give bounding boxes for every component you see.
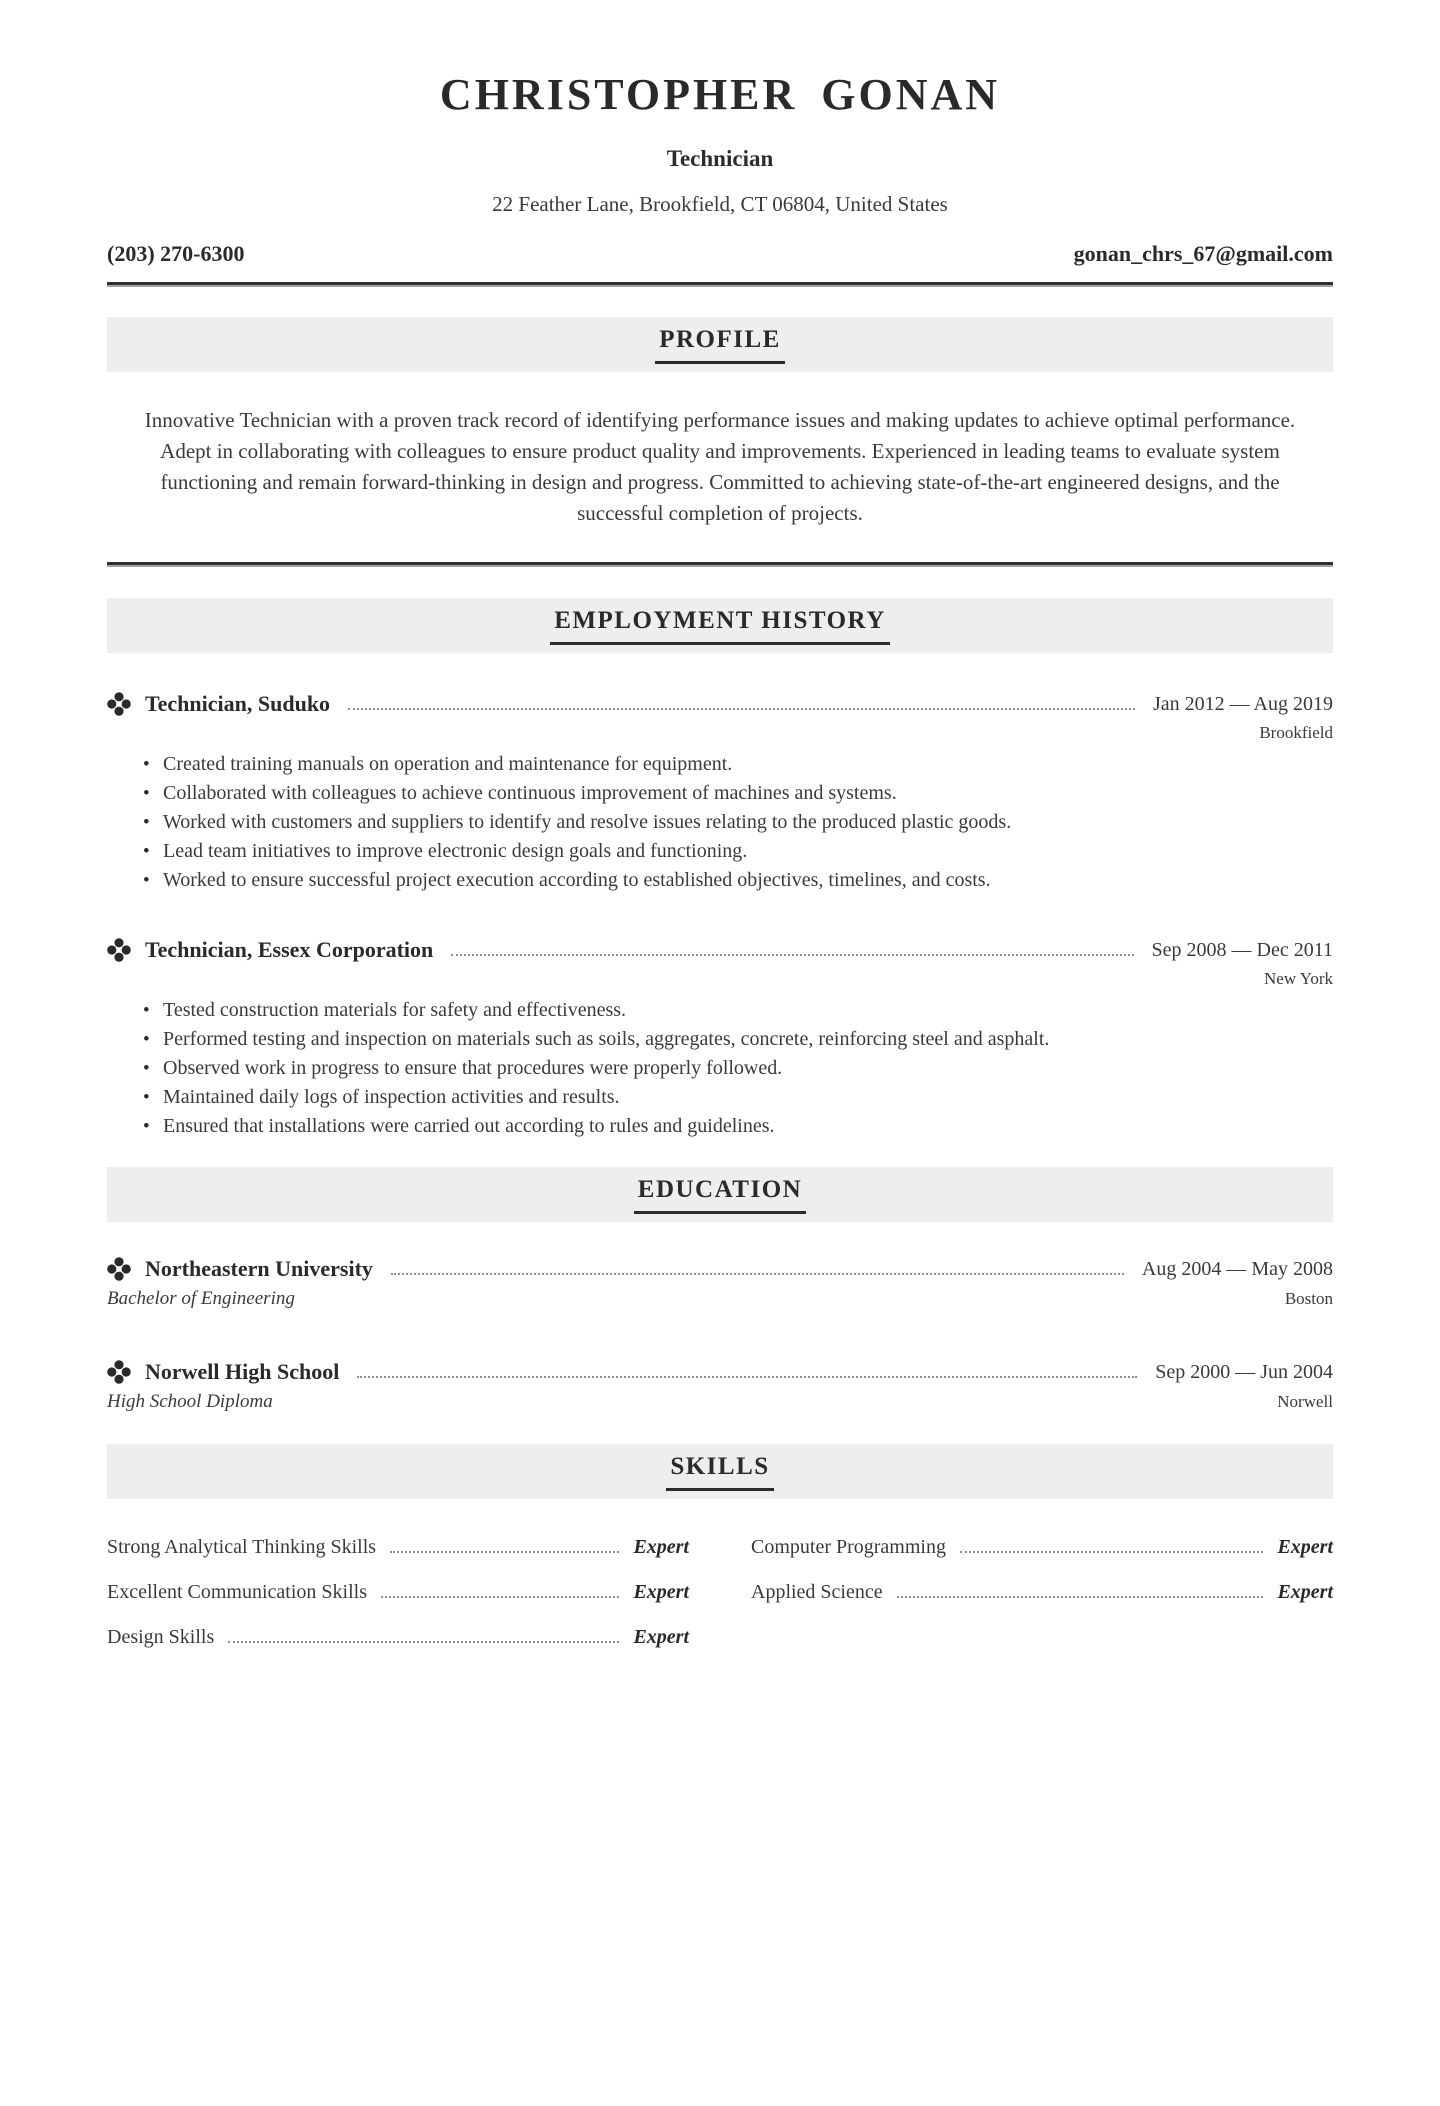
entry-location: Boston bbox=[1284, 1289, 1333, 1308]
education-section-header bbox=[107, 1167, 1333, 1222]
skill-name: Excellent Communication Skills bbox=[107, 1580, 367, 1603]
entry-header bbox=[107, 937, 1333, 963]
skill-row bbox=[107, 1623, 689, 1651]
skills-section-title: SKILLS bbox=[666, 1453, 773, 1491]
phone-number: (203) 270-6300 bbox=[107, 241, 245, 266]
entry-degree: High School Diploma bbox=[107, 1391, 273, 1412]
dotted-leader bbox=[897, 1596, 1264, 1598]
entry-location: Brookfield bbox=[1259, 723, 1333, 742]
bullet-item: • Ensured that installations were carried out according to rules and guidelines. bbox=[107, 1112, 1333, 1141]
resume-entry bbox=[107, 1256, 1333, 1311]
skill-level: Expert bbox=[633, 1625, 689, 1648]
entry-header bbox=[107, 691, 1333, 717]
bullet-item: • Maintained daily logs of inspection activities and results. bbox=[107, 1083, 1333, 1112]
dotted-leader bbox=[381, 1596, 619, 1598]
profile-section bbox=[107, 317, 1333, 567]
skill-level: Expert bbox=[1277, 1535, 1333, 1558]
resume-header bbox=[107, 70, 1333, 287]
entry-meta bbox=[107, 722, 1333, 744]
entry-meta bbox=[107, 968, 1333, 990]
profile-divider bbox=[107, 562, 1333, 567]
entry-bullets bbox=[107, 750, 1333, 895]
entry-bullets bbox=[107, 996, 1333, 1141]
entry-meta bbox=[107, 1287, 1333, 1311]
skill-row bbox=[751, 1578, 1333, 1606]
entry-meta bbox=[107, 1390, 1333, 1414]
resume-entry bbox=[107, 691, 1333, 895]
skill-row bbox=[107, 1533, 689, 1561]
entry-location: Norwell bbox=[1277, 1392, 1333, 1411]
entry-dates: Sep 2008 — Dec 2011 bbox=[1151, 938, 1333, 961]
education-section-title: EDUCATION bbox=[634, 1176, 806, 1214]
clover-marker-icon bbox=[107, 692, 131, 716]
candidate-job-title: Technician bbox=[666, 146, 774, 171]
resume-entry bbox=[107, 1359, 1333, 1414]
bullet-item: • Lead team initiatives to improve electronic design goals and functioning. bbox=[107, 837, 1333, 866]
bullet-item: • Collaborated with colleagues to achieve continuous improvement of machines and systems. bbox=[107, 779, 1333, 808]
skill-level: Expert bbox=[633, 1580, 689, 1603]
clover-marker-icon bbox=[107, 938, 131, 962]
dotted-leader bbox=[451, 954, 1133, 956]
resume-entry bbox=[107, 937, 1333, 1141]
skill-name: Computer Programming bbox=[751, 1535, 946, 1558]
candidate-name: CHRISTOPHER GONAN bbox=[439, 70, 1001, 119]
bullet-item: • Worked to ensure successful project execution according to established objectives, timelines, and costs. bbox=[107, 866, 1333, 895]
school-name: Northeastern University bbox=[145, 1256, 373, 1281]
employment-section-header bbox=[107, 598, 1333, 653]
skill-name: Strong Analytical Thinking Skills bbox=[107, 1535, 377, 1558]
skill-name: Design Skills bbox=[107, 1625, 215, 1648]
resume-page bbox=[107, 70, 1333, 1651]
entry-header bbox=[107, 1256, 1333, 1282]
entry-header bbox=[107, 1359, 1333, 1385]
email-address: gonan_chrs_67@gmail.com bbox=[1073, 241, 1333, 266]
contact-row bbox=[107, 240, 1333, 268]
profile-section-header bbox=[107, 317, 1333, 372]
bullet-item: • Created training manuals on operation and maintenance for equipment. bbox=[107, 750, 1333, 779]
employment-entries bbox=[107, 691, 1333, 1141]
dotted-leader bbox=[357, 1376, 1137, 1378]
skill-row bbox=[107, 1578, 689, 1606]
dotted-leader bbox=[348, 708, 1135, 710]
entry-dates: Aug 2004 — May 2008 bbox=[1141, 1257, 1333, 1280]
bullet-item: • Worked with customers and suppliers to identify and resolve issues relating to the produced plastic goods. bbox=[107, 808, 1333, 837]
dotted-leader bbox=[228, 1641, 619, 1643]
candidate-address: 22 Feather Lane, Brookfield, CT 06804, United States bbox=[492, 192, 948, 216]
entry-dates: Sep 2000 — Jun 2004 bbox=[1155, 1360, 1333, 1383]
bullet-item: • Performed testing and inspection on materials such as soils, aggregates, concrete, reinforcing steel and asphalt. bbox=[107, 1025, 1333, 1054]
clover-marker-icon bbox=[107, 1360, 131, 1384]
job-title: Technician, Essex Corporation bbox=[145, 937, 434, 962]
skills-section-header bbox=[107, 1444, 1333, 1499]
dotted-leader bbox=[960, 1551, 1263, 1553]
bullet-item: • Observed work in progress to ensure that procedures were properly followed. bbox=[107, 1054, 1333, 1083]
skills-list bbox=[107, 1533, 1333, 1651]
skill-name: Applied Science bbox=[751, 1580, 883, 1603]
entry-dates: Jan 2012 — Aug 2019 bbox=[1153, 692, 1333, 715]
entry-degree: Bachelor of Engineering bbox=[107, 1288, 295, 1309]
entry-location: New York bbox=[1264, 969, 1333, 988]
header-divider bbox=[107, 282, 1333, 287]
employment-section-title: EMPLOYMENT HISTORY bbox=[550, 607, 890, 645]
dotted-leader bbox=[391, 1273, 1124, 1275]
profile-section-title: PROFILE bbox=[655, 326, 785, 364]
dotted-leader bbox=[390, 1551, 619, 1553]
skill-level: Expert bbox=[633, 1535, 689, 1558]
skill-level: Expert bbox=[1277, 1580, 1333, 1603]
education-section bbox=[107, 1167, 1333, 1414]
employment-section bbox=[107, 598, 1333, 1141]
bullet-item: • Tested construction materials for safety and effectiveness. bbox=[107, 996, 1333, 1025]
job-title: Technician, Suduko bbox=[145, 691, 331, 716]
skill-row bbox=[751, 1533, 1333, 1561]
skills-section bbox=[107, 1444, 1333, 1651]
education-entries bbox=[107, 1256, 1333, 1414]
clover-marker-icon bbox=[107, 1257, 131, 1281]
profile-summary: Innovative Technician with a proven track record of identifying performance issues and making updates to achieve optimal performance. Adept in collaborating with colleagues to ensure product quality and improvements. Experienced in leading teams to evaluate system functioning and remain forward-thinking in design and progress. Committed to achieving state-of-the-art engineered designs, and the successful completion of projects. bbox=[144, 408, 1296, 525]
school-name: Norwell High School bbox=[145, 1359, 340, 1384]
